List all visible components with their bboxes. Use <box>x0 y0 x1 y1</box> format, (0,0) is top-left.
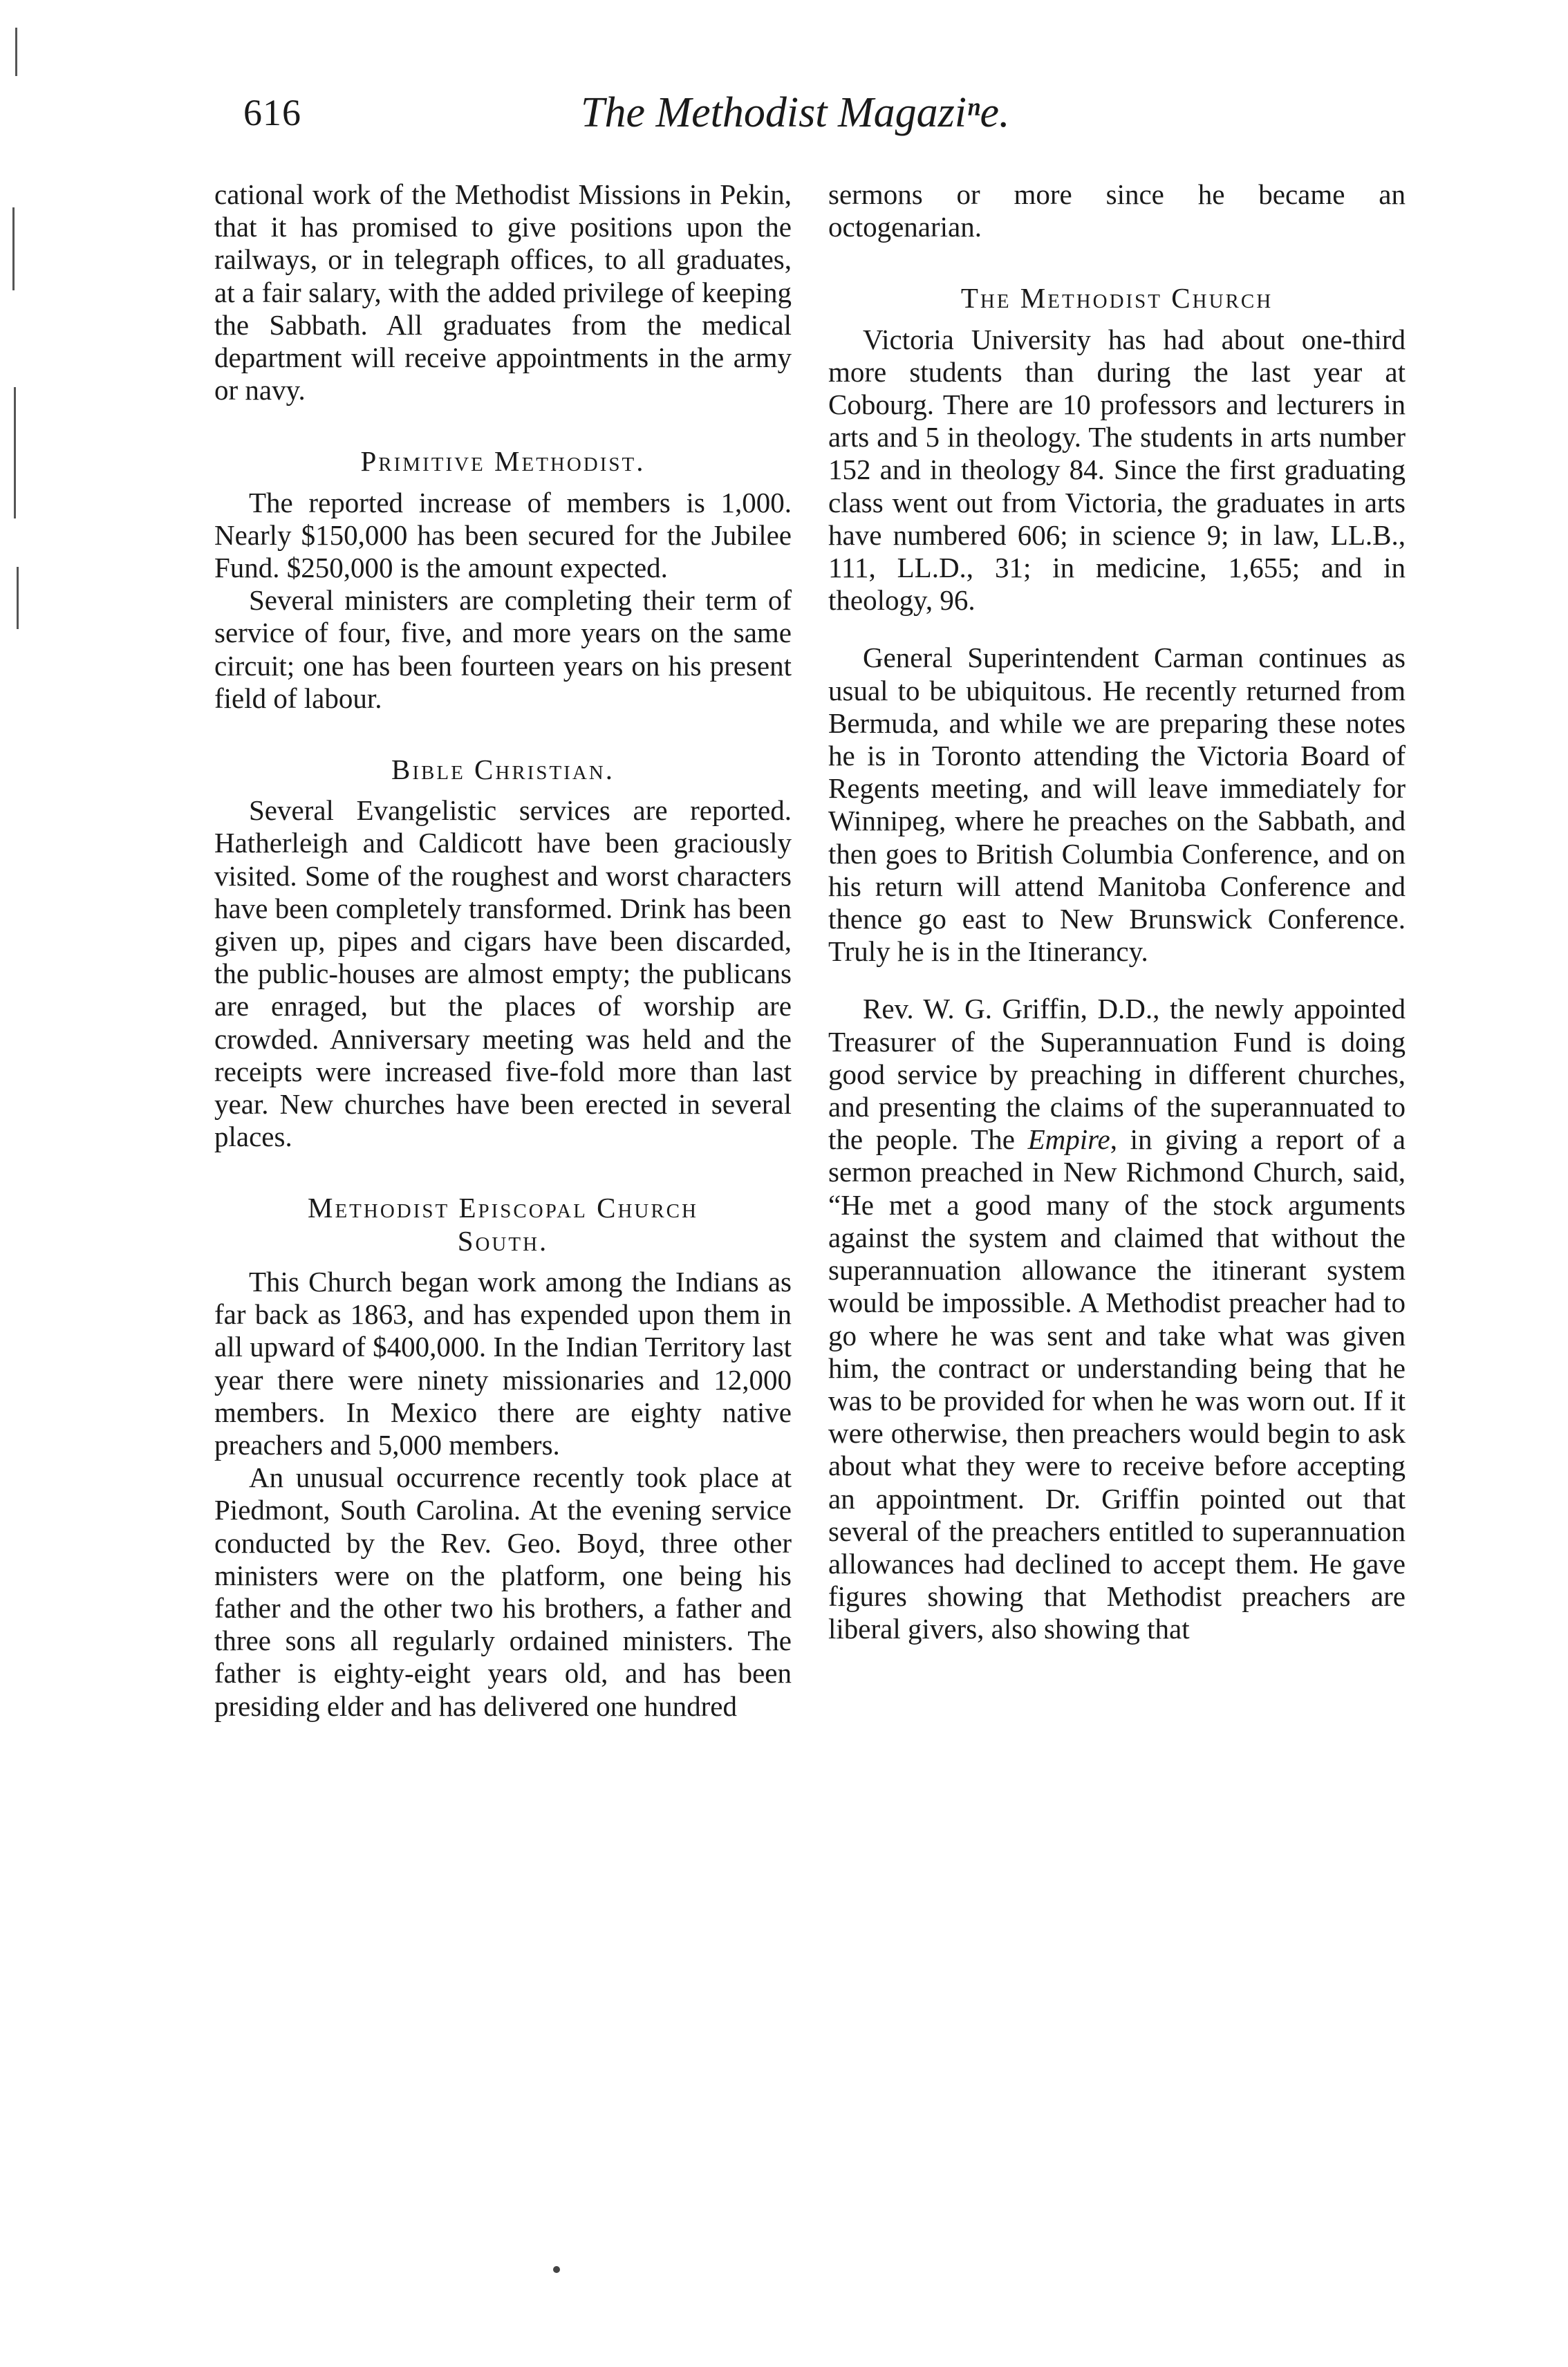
section-heading-primitive-methodist: Primitive Methodist. <box>360 445 646 478</box>
paragraph-missions-pekin: cational work of the Methodist Missions in Pekin, that it has promised to give positions upon the railways, or in telegraph offices, to all graduates, at a fair salary, with the added privilege of keeping the Sabbath. All graduates from the medical department will receive appointments in the army or navy. <box>214 178 792 406</box>
paragraph-episcopal-piedmont: An unusual occurrence recently took place at Piedmont, South Carolina. At the evening service conducted by the Rev. Geo. Boyd, three other ministers were on the platform, one being his father and the other two his brothers, a father and three sons all regularly ordained ministers. The father is eighty-eight years old, and has been presiding elder and has delivered one hundred <box>214 1461 792 1722</box>
paragraph-carman: General Superintendent Carman continues as usual to be ubiquitous. He recently returned from Bermuda, and while we are preparing these notes he is in Toronto attending the Victoria Board of Regents meeting, and will leave immediately for Winnipeg, where he preaches on the Sabbath, and then goes to British Columbia Conference, and on his return will attend Manitoba Conference and thence go east to New Brunswick Conference. Truly he is in the Itinerancy. <box>828 642 1406 968</box>
paragraph-victoria-university: Victoria University has had about one-third more students than during the last year at Cobourg. There are 10 professors and lecturers in arts and 5 in theology. The students in arts number 152 and in theology 84. Since the first graduating class went out from Victoria, the graduates in arts have numbered 606; in science 9; in law, LL.B., 111, LL.D., 31; in medicine, 1,655; and in theology, 96. <box>828 323 1406 617</box>
margin-scan-mark <box>14 387 16 518</box>
paragraph-episcopal-indians: This Church began work among the Indians as far back as 1863, and has expended upon them in all upward of $400,000. In the Indian Territory last year there were ninety missionaries and 12,000 members. In Mexico there are eighty native preachers and 5,000 members. <box>214 1265 792 1461</box>
section-heading-episcopal-line2: South. <box>457 1224 549 1257</box>
bottom-ink-dot <box>553 2266 560 2273</box>
section-heading-bible-christian: Bible Christian. <box>391 754 615 786</box>
margin-scan-mark <box>17 567 19 629</box>
paragraph-bible-christian: Several Evangelistic services are reported. Hatherleigh and Caldicott have been graciously visited. Some of the roughest and worst characters have been completely transformed. Drink has been given up, pipes and cigars have been discarded, the public-houses are almost empty; the publicans are enraged, but the places of worship are crowded. Anniversary meeting was held and the receipts were increased five-fold more than last year. New churches have been erected in several places. <box>214 794 792 1153</box>
margin-scan-mark <box>12 207 15 290</box>
margin-scan-mark <box>15 28 17 76</box>
section-heading-methodist-church: The Methodist Church <box>960 282 1273 315</box>
paragraph-griffin <box>828 993 1406 1645</box>
page-number: 616 <box>243 92 301 133</box>
empire-newspaper-title: Empire <box>1027 1123 1110 1156</box>
section-heading-episcopal-line1: Methodist Episcopal Church <box>308 1192 698 1224</box>
section-heading-episcopal-south <box>214 1192 792 1257</box>
magazine-title: The Methodist Magaziⁿe. <box>581 89 1010 136</box>
right-column <box>828 178 1406 1646</box>
paragraph-octogenarian: sermons or more since he became an octogenarian. <box>828 178 1406 243</box>
paragraph-primitive-members: The reported increase of members is 1,000. Nearly $150,000 has been secured for the Jubilee Fund. $250,000 is the amount expected. <box>214 486 792 584</box>
left-column <box>214 178 792 1723</box>
running-head <box>243 82 1087 148</box>
paragraph-griffin-start: Rev. W. G. Griffin, D.D., the newly appointed Treasurer of the Superannuation Fund is doing good service by preaching in different churches, and presenting the claims of the superannuated to the people. The <box>828 993 1406 1156</box>
paragraph-griffin-rest: , in giving a report of a sermon preached in New Richmond Church, said, “He met a good many of the stock arguments against the system and claimed that without the superannuation allowance the itinerant system would be impossible. A Methodist preacher had to go where he was sent and take what was given him, the contract or understanding being that he was to be provided for when he was worn out. If it were otherwise, then preachers would begin to ask about what they were to receive before accepting an appointment. Dr. Griffin pointed out that several of the preachers entitled to superannuation allowances had declined to accept them. He gave figures showing that Methodist preachers are liberal givers, also showing that <box>828 1123 1406 1645</box>
paragraph-primitive-ministers: Several ministers are completing their term of service of four, five, and more years on the same circuit; one has been fourteen years on his present field of labour. <box>214 584 792 714</box>
